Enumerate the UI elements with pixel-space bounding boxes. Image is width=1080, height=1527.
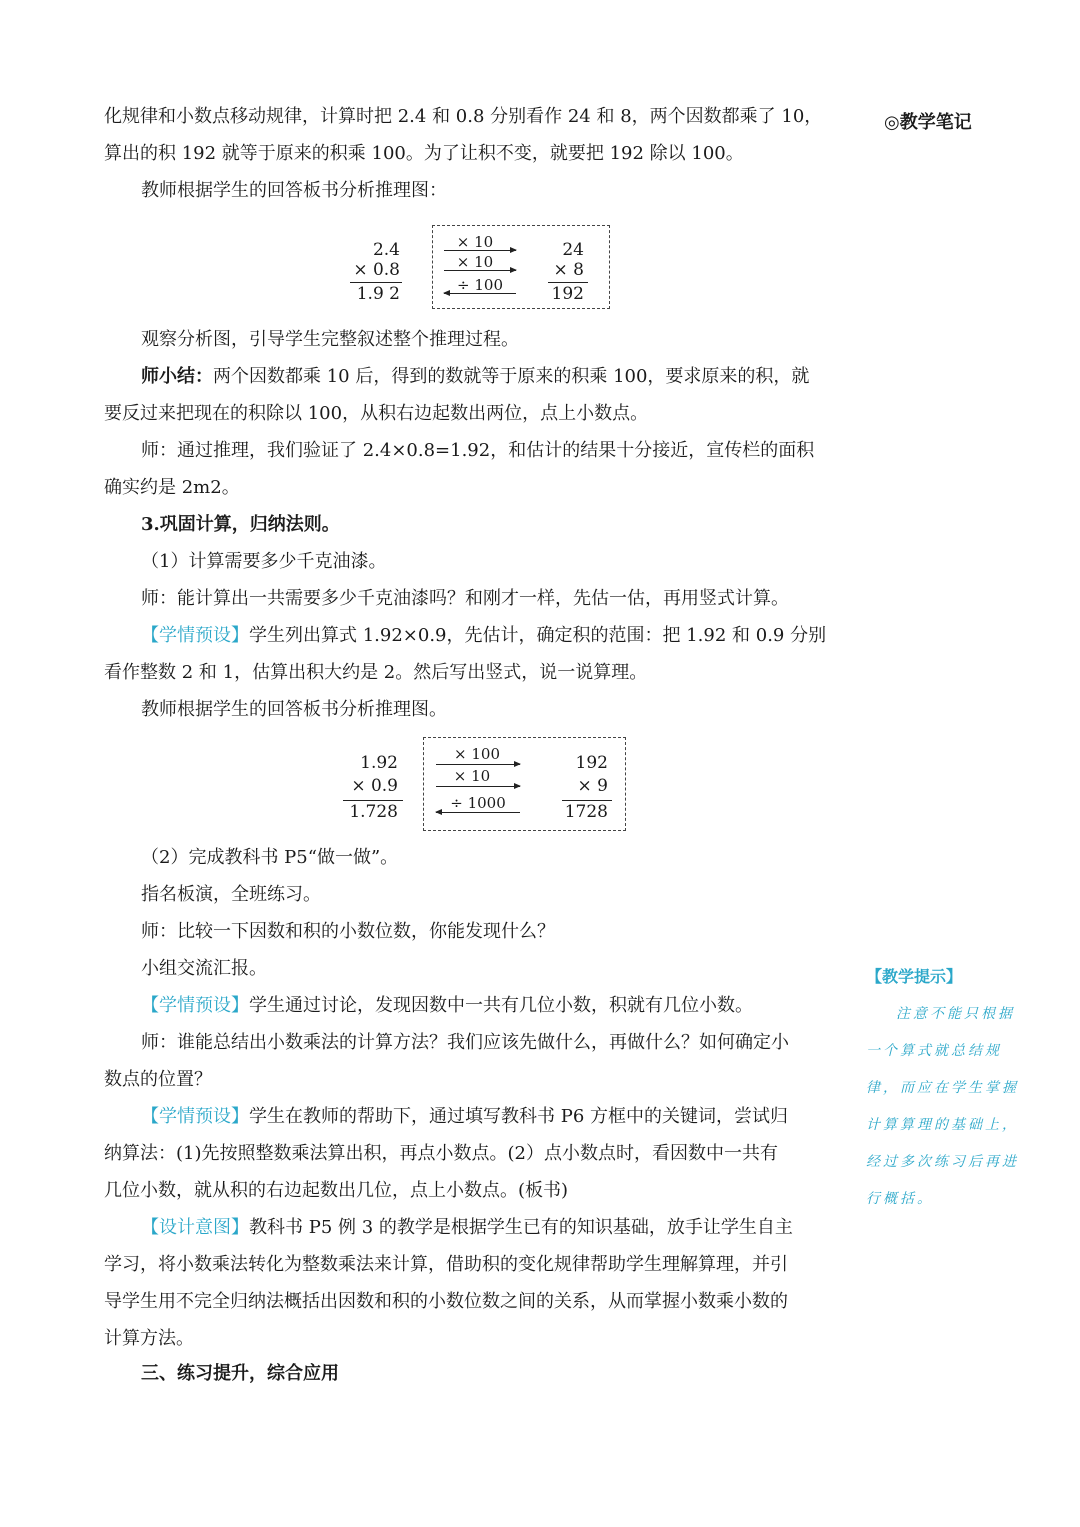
paragraph-line: 化规律和小数点移动规律，计算时把 2.4 和 0.8 分别看作 24 和 8，两个因数都乘了 10，: [104, 106, 823, 127]
notes-title: ◎教学笔记: [884, 112, 972, 133]
tip-line: 注意不能只根据: [896, 1006, 1015, 1022]
paragraph-line: （2）完成教科书 P5“做一做”。: [141, 847, 399, 868]
summary-text: 两个因数都乘 10 后，得到的数就等于原来的积乘 100，要求原来的积，就: [213, 366, 810, 387]
section-heading: 3.巩固计算，归纳法则。: [141, 514, 340, 535]
left-product: 1.728: [349, 802, 398, 822]
right-rule: [548, 282, 588, 283]
preset-text: 学生通过讨论，发现因数中一共有几位小数，积就有几位小数。: [249, 995, 753, 1016]
paragraph-line: 计算方法。: [104, 1328, 194, 1349]
right-product: 192: [551, 284, 584, 304]
paragraph-line: 学习，将小数乘法转化为整数乘法来计算，借助积的变化规律帮助学生理解算理，并引: [104, 1254, 788, 1275]
left-arrow: [444, 293, 516, 294]
left-rule: [343, 800, 403, 801]
tip-line: 一个算式就总结规: [866, 1043, 1002, 1059]
tip-line: 律，而应在学生掌握: [866, 1080, 1019, 1096]
preset-tag: 【学情预设】: [141, 995, 249, 1016]
arrow-label: × 10: [453, 767, 491, 785]
right-arrow: [436, 786, 520, 787]
paragraph-line: [141, 1107, 788, 1127]
arrow-label: ÷ 100: [457, 276, 503, 294]
paragraph-line: 看作整数 2 和 1，估算出积大约是 2。然后写出竖式，说一说算理。: [104, 662, 648, 683]
preset-tag: 【学情预设】: [141, 1106, 249, 1127]
left-factor-b: × 0.8: [353, 260, 400, 280]
tip-line: 行概括。: [866, 1191, 934, 1207]
arrow-label: × 100: [454, 745, 500, 763]
tip-line: 经过多次练习后再进: [866, 1154, 1019, 1170]
paragraph-line: 算出的积 192 就等于原来的积乘 100。为了让积不变，就要把 192 除以 100。: [104, 143, 744, 164]
paragraph-line: 教师根据学生的回答板书分析推理图：: [141, 180, 447, 201]
paragraph-line: [141, 1218, 793, 1238]
right-factor-b: × 9: [577, 776, 608, 796]
paragraph-line: 指名板演，全班练习。: [141, 884, 321, 905]
arrow-label: ÷ 1000: [450, 794, 506, 812]
paragraph-line: 观察分析图，引导学生完整叙述整个推理过程。: [141, 329, 519, 350]
section-heading: 三、练习提升，综合应用: [141, 1363, 339, 1384]
left-factor-a: 1.92: [360, 753, 398, 773]
right-factor-a: 192: [575, 753, 608, 773]
paragraph-line: 数点的位置？: [104, 1069, 212, 1090]
summary-label: 师小结：: [141, 366, 213, 387]
left-product: 1.9 2: [356, 284, 400, 304]
paragraph-line: （1）计算需要多少千克油漆。: [141, 551, 387, 572]
paragraph-line: 要反过来把现在的积除以 100，从积右边起数出两位，点上小数点。: [104, 403, 649, 424]
preset-text: 学生列出算式 1.92×0.9，先估计，确定积的范围：把 1.92 和 0.9 分别: [249, 625, 827, 646]
paragraph-line: 小组交流汇报。: [141, 958, 267, 979]
right-rule: [562, 800, 612, 801]
right-factor-b: × 8: [553, 260, 584, 280]
tip-title: 【教学提示】: [866, 967, 963, 986]
design-text: 教科书 P5 例 3 的教学是根据学生已有的知识基础，放手让学生自主: [249, 1217, 793, 1238]
left-factor-b: × 0.9: [351, 776, 398, 796]
paragraph-line: [141, 996, 753, 1016]
paragraph-line: 师：能计算出一共需要多少千克油漆吗？和刚才一样，先估一估，再用竖式计算。: [141, 588, 789, 609]
design-tag: 【设计意图】: [141, 1217, 249, 1238]
preset-text: 学生在教师的帮助下，通过填写教科书 P6 方框中的关键词，尝试归: [249, 1106, 789, 1127]
right-arrow: [444, 250, 516, 251]
left-rule: [350, 282, 402, 283]
right-factor-a: 24: [562, 240, 584, 260]
paragraph-line: 确实约是 2m2。: [104, 477, 240, 498]
paragraph-line: 导学生用不完全归纳法概括出因数和积的小数位数之间的关系，从而掌握小数乘小数的: [104, 1291, 788, 1312]
right-arrow: [436, 764, 520, 765]
left-arrow: [436, 812, 520, 813]
left-factor-a: 2.4: [372, 240, 400, 260]
preset-tag: 【学情预设】: [141, 625, 249, 646]
arrow-label: × 10: [456, 253, 494, 271]
right-product: 1728: [564, 802, 608, 822]
paragraph-line: 师：谁能总结出小数乘法的计算方法？我们应该先做什么，再做什么？如何确定小: [141, 1032, 789, 1053]
arrow-label: × 10: [456, 233, 494, 251]
paragraph-line: [141, 626, 826, 646]
tip-line: 计算算理的基础上，: [866, 1117, 1019, 1133]
paragraph-line: 纳算法：(1)先按照整数乘法算出积，再点小数点。(2）点小数点时，看因数中一共有: [104, 1143, 778, 1164]
paragraph-line: 教师根据学生的回答板书分析推理图。: [141, 699, 447, 720]
paragraph-line: 师：通过推理，我们验证了 2.4×0.8=1.92，和估计的结果十分接近，宣传栏的面积: [141, 440, 815, 461]
paragraph-line: 几位小数，就从积的右边起数出几位，点上小数点。(板书): [104, 1180, 569, 1201]
paragraph-line: [141, 367, 809, 387]
right-arrow: [444, 270, 516, 271]
paragraph-line: 师：比较一下因数和积的小数位数，你能发现什么？: [141, 921, 555, 942]
